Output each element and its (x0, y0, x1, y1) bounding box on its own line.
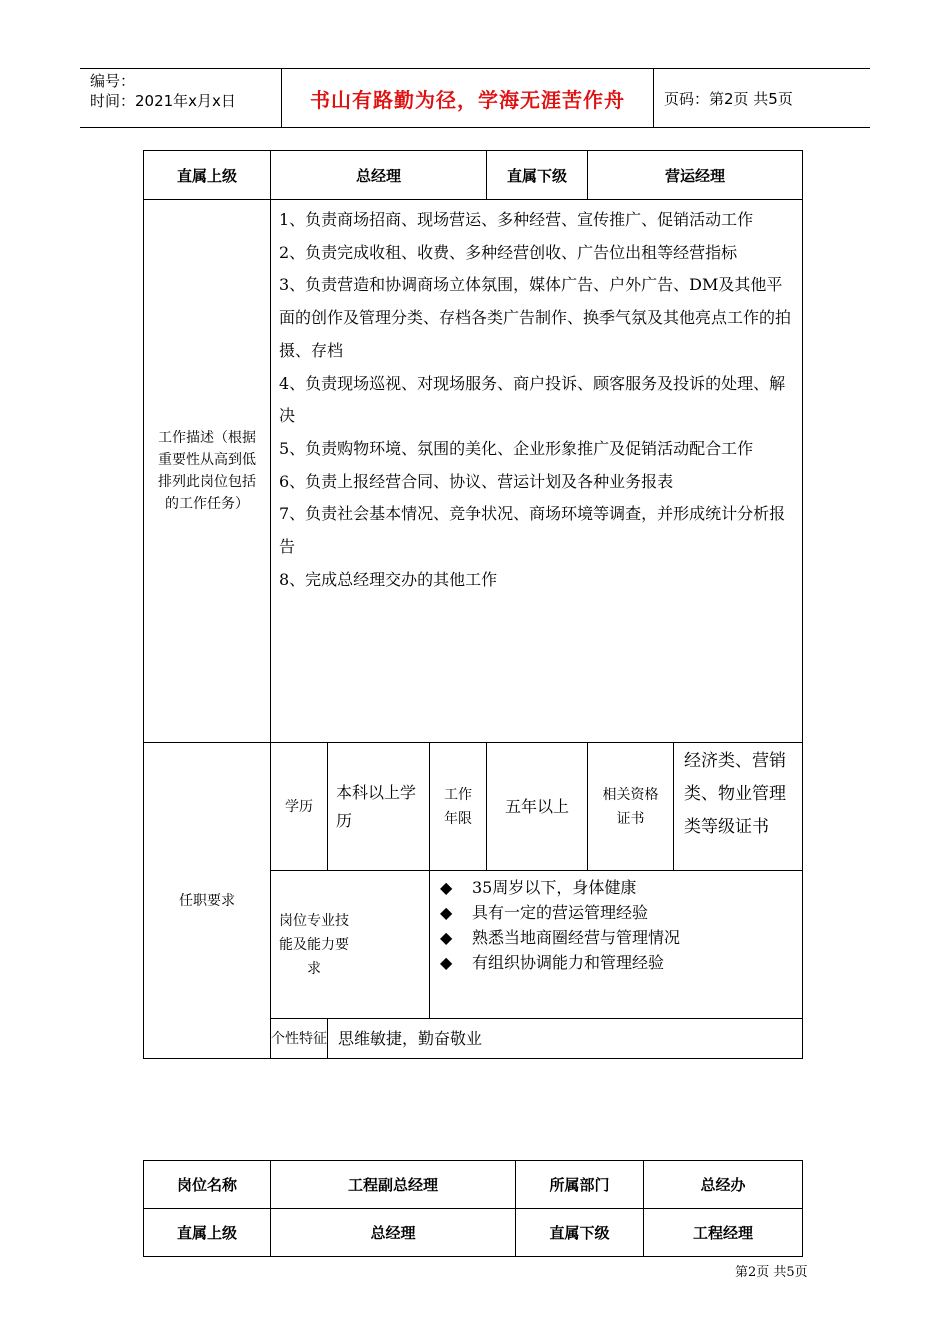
duty-item: 4、负责现场巡视、对现场服务、商户投诉、顾客服务及投诉的处理、解决 (279, 373, 786, 426)
header-motto: 书山有路勤为径，学海无涯苦作舟 (310, 87, 625, 112)
duty-label: 工作描述（根据重要性从高到低排列此岗位包括的工作任务） (144, 200, 271, 743)
duty-list (271, 200, 803, 743)
duty-item: 8、完成总经理交办的其他工作 (279, 569, 498, 589)
diamond-bullet-icon: ◆ (440, 878, 453, 897)
skills-list (430, 871, 803, 1019)
skills-label (271, 871, 430, 1019)
skill-item: ◆ 35周岁以下，身体健康 (440, 875, 802, 900)
subordinate-label: 直属下级 (487, 151, 588, 200)
education-value: 本科以上学历 (328, 743, 430, 871)
subordinate-value-2: 工程经理 (644, 1209, 803, 1257)
duty-item: 7、负责社会基本情况、竞争状况、商场环境等调查，并形成统计分析报告 (279, 504, 786, 557)
requirements-label: 任职要求 (144, 743, 271, 1059)
skill-item: ◆ 熟悉当地商圈经营与管理情况 (440, 925, 802, 950)
superior-value-2: 总经理 (271, 1209, 516, 1257)
certificate-label: 相关资格证书 (588, 743, 674, 871)
superior-label-2: 直属上级 (144, 1209, 271, 1257)
next-position-table (143, 1160, 803, 1257)
personality-value: 思维敏捷，勤奋敬业 (328, 1019, 803, 1059)
duty-item: 2、负责完成收租、收费、多种经营创收、广告位出租等经营指标 (279, 242, 738, 262)
education-label: 学历 (271, 743, 328, 871)
diamond-bullet-icon: ◆ (440, 928, 453, 947)
personality-label: 个性特征 (271, 1019, 328, 1059)
duty-item: 5、负责购物环境、氛围的美化、企业形象推广及促销活动配合工作 (279, 438, 754, 458)
superior-label: 直属上级 (144, 151, 271, 200)
superior-value: 总经理 (271, 151, 487, 200)
page-header (80, 68, 870, 128)
skill-item: ◆ 有组织协调能力和管理经验 (440, 950, 802, 975)
subordinate-label-2: 直属下级 (516, 1209, 644, 1257)
header-number: 编号： (90, 72, 136, 90)
duty-item: 3、负责营造和协调商场立体氛围，媒体广告、户外广告、DM及其他平面的创作及管理分类、存档各类广告制作、换季气氛及其他亮点工作的拍摄、存档 (279, 275, 792, 360)
years-value: 五年以上 (487, 743, 588, 871)
department-value: 总经办 (644, 1161, 803, 1209)
duty-item: 6、负责上报经营合同、协议、营运计划及各种业务报表 (279, 471, 674, 491)
skill-item: ◆ 具有一定的营运管理经验 (440, 900, 802, 925)
page-footer: 第2页 共5页 (735, 1265, 808, 1280)
subordinate-value: 营运经理 (588, 151, 803, 200)
department-label: 所属部门 (516, 1161, 644, 1209)
skills-label-text: 岗位专业技能及能力要求 (279, 912, 349, 977)
diamond-bullet-icon: ◆ (440, 903, 453, 922)
header-meta (80, 69, 282, 127)
header-time: 时间：2021年x月x日 (90, 92, 236, 110)
position-value: 工程副总经理 (271, 1161, 516, 1209)
header-motto-cell (282, 69, 654, 127)
header-page: 页码：第2页 共5页 (664, 89, 793, 108)
diamond-bullet-icon: ◆ (440, 953, 453, 972)
certificate-value: 经济类、营销类、物业管理类等级证书 (674, 743, 803, 871)
duty-item: 1、负责商场招商、现场营运、多种经营、宣传推广、促销活动工作 (279, 210, 754, 229)
position-label: 岗位名称 (144, 1161, 271, 1209)
years-label: 工作年限 (430, 743, 487, 871)
job-description-table (143, 150, 803, 1059)
